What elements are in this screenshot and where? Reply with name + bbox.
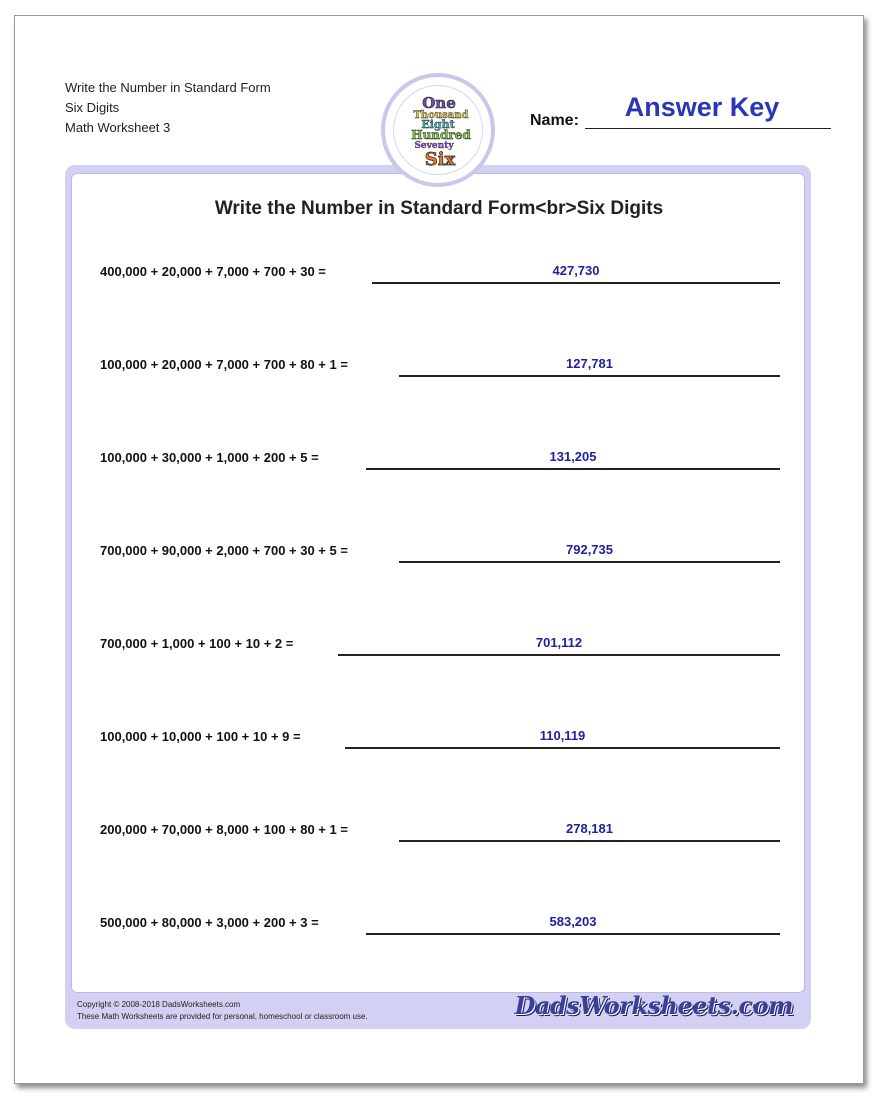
problem-row [100,915,780,945]
header-worksheet-number: Math Worksheet 3 [65,120,171,135]
worksheet-page [14,15,864,1084]
problem-expression: 100,000 + 30,000 + 1,000 + 200 + 5 = [100,450,319,465]
problem-answer: 127,781 [566,356,613,371]
answer-line [399,840,780,842]
problem-row [100,729,780,759]
problem-row [100,357,780,387]
header-title: Write the Number in Standard Form [65,80,271,95]
logo-word-six: Six [424,149,456,170]
name-label: Name: [530,112,579,129]
problem-row [100,636,780,666]
logo-word-one: One [422,94,456,112]
name-line [585,128,831,129]
problem-answer: 110,119 [539,728,586,743]
logo-word-eight: Eight [421,118,455,131]
answer-line [338,654,780,656]
problem-answer: 583,203 [549,914,597,929]
problem-expression: 100,000 + 10,000 + 100 + 10 + 9 = [100,729,301,744]
problem-answer: 278,181 [566,821,613,836]
answer-line [399,561,780,563]
problem-row [100,450,780,480]
answer-line [345,747,780,749]
problem-expression: 500,000 + 80,000 + 3,000 + 200 + 3 = [100,915,319,930]
dadsworksheets-logo[interactable]: DadsWorksheets.com [514,991,793,1020]
logo-word-seventy: Seventy [414,141,454,151]
usage-notice: These Math Worksheets are provided for personal, homeschool or classroom use. [77,1012,368,1021]
problem-expression: 700,000 + 90,000 + 2,000 + 700 + 30 + 5 = [100,543,348,558]
copyright-text: Copyright © 2008-2018 DadsWorksheets.com [77,1000,241,1009]
answer-line [399,375,780,377]
problem-expression: 700,000 + 1,000 + 100 + 10 + 2 = [100,636,294,651]
problem-row [100,264,780,294]
worksheet-frame [65,165,811,1029]
problem-answer: 792,735 [566,542,613,557]
problem-answer: 427,730 [552,263,600,278]
problem-expression: 400,000 + 20,000 + 7,000 + 700 + 30 = [100,264,326,279]
worksheet-body [71,173,805,993]
answer-line [366,468,780,470]
problem-row [100,822,780,852]
problem-row [100,543,780,573]
footer-text [77,999,368,1023]
problem-expression: 200,000 + 70,000 + 8,000 + 100 + 80 + 1 = [100,822,348,837]
worksheet-header [65,78,271,138]
problem-expression: 100,000 + 20,000 + 7,000 + 700 + 80 + 1 = [100,357,348,372]
answer-key-label: Answer Key [624,92,780,122]
number-words-graphic [394,86,483,175]
worksheet-title: Write the Number in Standard Form<br>Six Digits [214,198,664,219]
problem-answer: 701,112 [535,635,583,650]
problem-answer: 131,205 [549,449,597,464]
header-subtitle: Six Digits [65,100,120,115]
answer-line [372,282,780,284]
logo-word-hundred: Hundred [411,128,471,142]
logo-badge [381,73,495,187]
number-words-logo [393,85,483,175]
logo-word-thousand: Thousand [413,110,469,121]
answer-line [366,933,780,935]
